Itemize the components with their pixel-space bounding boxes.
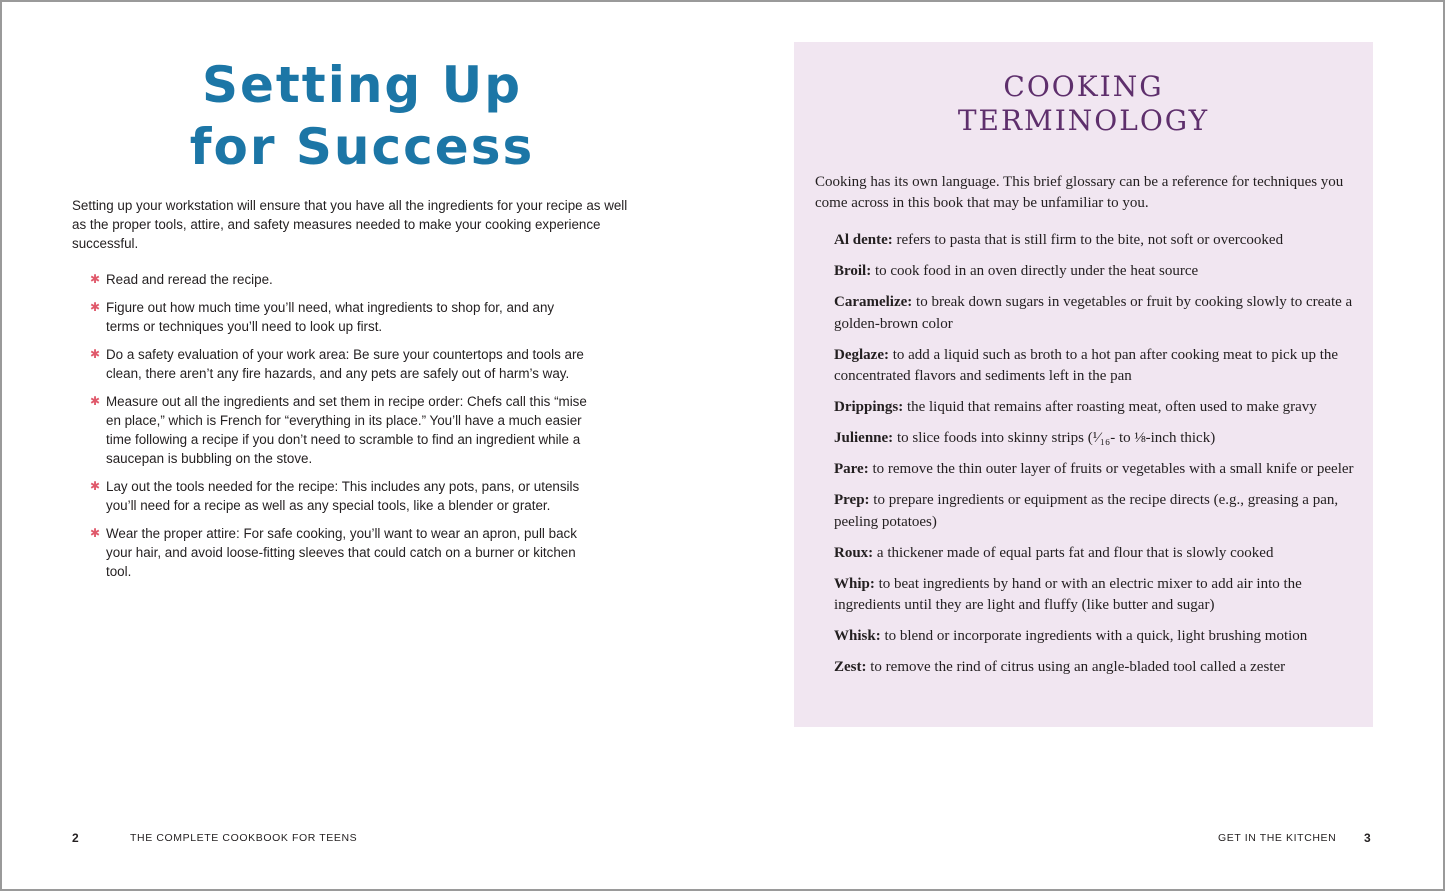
- glossary-definition: refers to pasta that is still firm to the bite, not soft or overcooked: [896, 232, 1284, 248]
- list-item: [834, 261, 1366, 283]
- star-bullet-icon: ✱: [90, 394, 101, 408]
- glossary-term: Drippings:: [834, 399, 904, 415]
- panel-title: [794, 70, 1373, 138]
- glossary-definition: to remove the thin outer layer of fruits or vegetables with a small knife or peeler: [872, 461, 1354, 477]
- page-title: [152, 54, 572, 178]
- list-item: [834, 230, 1366, 252]
- glossary-term: Whip:: [834, 575, 875, 592]
- tip-text: Do a safety evaluation of your work area: Be sure your countertops and tools are clean, there aren’t any fire hazards, and any pets are safely out of harm’s way.: [106, 347, 584, 381]
- glossary-term: Al dente:: [834, 232, 893, 248]
- glossary-definition: to slice foods into skinny strips (¹⁄₁₆- to ⅛-inch thick): [896, 430, 1216, 446]
- list-item: [834, 657, 1366, 679]
- glossary-definition: to remove the rind of citrus using an angle-bladed tool called a zester: [870, 659, 1286, 675]
- running-head-left: THE COMPLETE COOKBOOK FOR TEENS: [130, 832, 358, 844]
- star-bullet-icon: ✱: [90, 347, 101, 361]
- tip-text: Measure out all the ingredients and set them in recipe order: Chefs call this “mise en place,” which is French for “everything in its place.” You’ll have a much easier time following a recipe if you don’t need to scramble to find an ingredient while a saucepan is bubbling on the stove.: [106, 394, 587, 466]
- title-line-1: Setting Up: [201, 56, 523, 114]
- glossary-term: Prep:: [834, 492, 870, 508]
- intro-paragraph: Setting up your workstation will ensure that you have all the ingredients for your recipe as well as the proper tools, attire, and safety measures needed to make your cooking experience successful.: [72, 198, 628, 251]
- glossary-term: Caramelize:: [834, 294, 913, 310]
- panel-title-line-1: COOKING: [1003, 70, 1164, 103]
- page-number-left: 2: [72, 831, 79, 845]
- list-item: [90, 298, 590, 336]
- glossary-definition: to prepare ingredients or equipment as the recipe directs (e.g., greasing a pan, peeling potatoes): [834, 492, 1339, 530]
- list-item: [834, 459, 1366, 481]
- list-item: [834, 490, 1366, 533]
- terminology-panel: [794, 42, 1373, 727]
- list-item: [834, 292, 1366, 335]
- list-item: [834, 626, 1366, 648]
- list-item: [834, 397, 1366, 419]
- tips-list: [90, 270, 590, 590]
- list-item: [90, 270, 590, 289]
- glossary-term: Deglaze:: [834, 346, 889, 363]
- list-item: [90, 392, 590, 468]
- panel-title-line-2: TERMINOLOGY: [957, 104, 1210, 137]
- glossary-term: Pare:: [834, 461, 869, 477]
- glossary-term: Julienne:: [834, 430, 894, 446]
- tip-text: Read and reread the recipe.: [106, 272, 273, 287]
- glossary-definition: a thickener made of equal parts fat and flour that is slowly cooked: [876, 544, 1274, 561]
- glossary-term: Whisk:: [834, 628, 881, 644]
- glossary-definition: to blend or incorporate ingredients with a quick, light brushing motion: [884, 628, 1308, 644]
- page-number-right: 3: [1364, 831, 1371, 845]
- list-item: [90, 524, 590, 581]
- glossary-definition: to break down sugars in vegetables or fruit by cooking slowly to create a golden-brown color: [834, 294, 1353, 332]
- star-bullet-icon: ✱: [90, 272, 101, 286]
- star-bullet-icon: ✱: [90, 526, 101, 540]
- star-bullet-icon: ✱: [90, 300, 101, 314]
- list-item: [90, 477, 590, 515]
- glossary-definition: to add a liquid such as broth to a hot pan after cooking meat to pick up the concentrated flavors and sediments left in the pan: [834, 346, 1339, 384]
- glossary-term: Broil:: [834, 263, 872, 279]
- tip-text: Wear the proper attire: For safe cooking, you’ll want to wear an apron, pull back your hair, and avoid loose-fitting sleeves that could catch on a burner or kitchen tool.: [106, 526, 577, 579]
- tip-text: Lay out the tools needed for the recipe: This includes any pots, pans, or utensils you’ll need for a recipe as well as any special tools, like a blender or grater.: [106, 479, 580, 513]
- list-item: [834, 543, 1366, 565]
- list-item: [90, 345, 590, 383]
- list-item: [834, 428, 1366, 450]
- title-line-2: for Success: [189, 118, 535, 176]
- glossary-definition: to beat ingredients by hand or with an electric mixer to add air into the ingredients until they are light and fluffy (like butter and sugar): [834, 575, 1302, 613]
- glossary-term: Roux:: [834, 544, 874, 561]
- glossary-term: Zest:: [834, 659, 867, 675]
- glossary-list: [834, 230, 1366, 688]
- glossary-definition: to cook food in an oven directly under the heat source: [874, 263, 1199, 279]
- list-item: [834, 345, 1366, 388]
- list-item: [834, 574, 1366, 617]
- glossary-definition: the liquid that remains after roasting meat, often used to make gravy: [906, 399, 1317, 415]
- tip-text: Figure out how much time you’ll need, what ingredients to shop for, and any terms or techniques you’ll need to look up first.: [106, 300, 555, 334]
- running-head-right: GET IN THE KITCHEN: [1218, 832, 1337, 844]
- star-bullet-icon: ✱: [90, 479, 101, 493]
- panel-intro: Cooking has its own language. This brief glossary can be a reference for techniques you come across in this book that may be unfamiliar to you.: [815, 174, 1344, 211]
